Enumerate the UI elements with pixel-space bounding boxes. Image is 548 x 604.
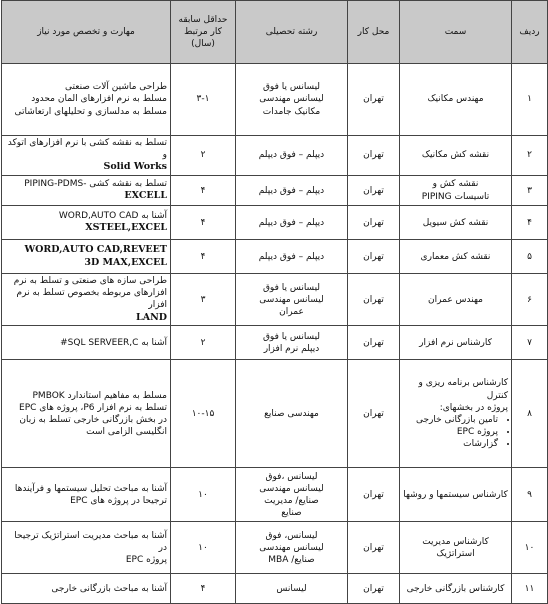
table-row xyxy=(2,326,548,360)
job-skills xyxy=(2,64,171,136)
table-row xyxy=(2,240,548,274)
job-field xyxy=(236,136,348,176)
job-title-line: نقشه کش و xyxy=(432,179,479,190)
job-skills xyxy=(2,522,171,574)
header-row-number: ردیف xyxy=(512,1,548,64)
job-experience: ۳ xyxy=(171,274,236,326)
job-location: تهران xyxy=(348,574,400,604)
job-skills-line: مسلط به مفاهیم استاندارد PMBOK xyxy=(32,390,167,401)
job-field-line: دیپلم – فوق دیپلم xyxy=(258,251,325,262)
job-skills xyxy=(2,240,171,274)
job-field xyxy=(236,326,348,360)
job-field xyxy=(236,64,348,136)
row-number: ۹ xyxy=(512,468,548,522)
table-row xyxy=(2,522,548,574)
job-skills xyxy=(2,136,171,176)
job-title: کارشناس نرم افزار xyxy=(400,326,512,360)
job-skills xyxy=(2,574,171,604)
job-skills-line: مسلط به نرم افزارهای المان محدود xyxy=(31,94,167,105)
header-skills: مهارت و تخصص مورد نیاز xyxy=(2,1,171,64)
header-field: رشته تحصیلی xyxy=(236,1,348,64)
job-field xyxy=(236,360,348,468)
job-title: کارشناس بازرگانی خارجی xyxy=(400,574,512,604)
job-field-line: دیپلم – فوق دیپلم xyxy=(258,217,325,228)
job-skills-line: آشنا به مباحث تحلیل سیستمها و فرآیندها xyxy=(14,483,167,494)
job-skills xyxy=(2,326,171,360)
job-field-line: لیسانس مهندسی xyxy=(259,294,324,305)
job-title xyxy=(400,360,512,468)
job-experience: ۲ xyxy=(171,326,236,360)
job-title-line: کارشناس برنامه ریزی و کنترل xyxy=(418,378,508,401)
job-field-line: دیپلم نرم افزار xyxy=(263,343,320,354)
row-number: ۱ xyxy=(512,64,548,136)
job-location: تهران xyxy=(348,360,400,468)
header-row xyxy=(2,1,548,64)
job-skills-line: WORD,AUTO CAD,REVEET xyxy=(24,243,167,255)
row-number: ۳ xyxy=(512,176,548,206)
table-row xyxy=(2,574,548,604)
job-experience: ۴ xyxy=(171,574,236,604)
row-number: ۶ xyxy=(512,274,548,326)
job-field xyxy=(236,240,348,274)
row-number: ۱۱ xyxy=(512,574,548,604)
job-field xyxy=(236,574,348,604)
row-number: ۵ xyxy=(512,240,548,274)
job-title: نقشه کش معماری xyxy=(400,240,512,274)
job-field-line: صنایع/ MBA xyxy=(268,554,315,565)
job-experience: ۲ xyxy=(171,136,236,176)
job-location: تهران xyxy=(348,274,400,326)
table-row xyxy=(2,136,548,176)
job-skills-line: مسلط به مدلسازی و تحلیلهای ارتعاشاتی xyxy=(14,106,167,117)
job-skills-line: انگلیسی الزامی است xyxy=(86,426,167,437)
job-title-sublist xyxy=(403,414,508,450)
job-field-line: عمران xyxy=(279,306,304,317)
job-experience: ۴ xyxy=(171,240,236,274)
job-skills-line: Solid Works xyxy=(103,161,167,173)
job-field-line: لیسانس، فوق xyxy=(265,530,318,541)
row-number: ۲ xyxy=(512,136,548,176)
job-skills-line: تسلط به نقشه کشی -PIPING-PDMS xyxy=(24,179,167,190)
job-skills-line: XSTEEL,EXCEL xyxy=(85,222,167,234)
job-title: کارشناس سیستمها و روشها xyxy=(400,468,512,522)
job-location: تهران xyxy=(348,522,400,574)
job-field-line: دیپلم – فوق دیپلم xyxy=(258,185,325,196)
job-skills-line: آشنا به WORD,AUTO CAD xyxy=(58,211,167,222)
job-experience: ۱۰-۱۵ xyxy=(171,360,236,468)
job-skills-line: آشنا به مباحث مدیریت استراتژیک ترجیحا در xyxy=(14,530,167,553)
job-title xyxy=(400,176,512,206)
job-field xyxy=(236,468,348,522)
job-title: مهندس عمران xyxy=(400,274,512,326)
job-skills-line: پروژه EPC xyxy=(125,554,167,565)
job-field-line: لیسانس مهندسی xyxy=(259,542,324,553)
job-skills-line: تسلط به نقشه کشی با نرم افزارهای اتوکد و xyxy=(7,138,167,161)
list-item: • تامین بازرگانی خارجی xyxy=(403,414,498,426)
job-field-line: لیسانس مهندسی xyxy=(259,483,324,494)
job-field-line: مکانیک جامدات xyxy=(262,106,321,117)
header-experience: حداقل سابقه کار مرتبط (سال) xyxy=(171,1,236,64)
job-skills-line: ترجیحا در پروژه های EPC xyxy=(70,495,167,506)
job-skills xyxy=(2,360,171,468)
job-skills xyxy=(2,206,171,240)
jobs-table xyxy=(1,0,548,604)
job-title: مهندس مکانیک xyxy=(400,64,512,136)
job-skills-line: آشنا به SQL SERVEER,C# xyxy=(60,337,167,348)
job-title: کارشناس مدیریت استراتژیک xyxy=(400,522,512,574)
job-field-line: لیسانس xyxy=(276,583,307,594)
job-experience: ۴ xyxy=(171,206,236,240)
job-experience: ۱۰ xyxy=(171,468,236,522)
header-title: سمت xyxy=(400,1,512,64)
job-location: تهران xyxy=(348,64,400,136)
job-skills-line: آشنا به مباحث بازرگانی خارجی xyxy=(51,583,167,594)
job-field-line: لیسانس یا فوق xyxy=(262,282,321,293)
job-experience: ۱۰ xyxy=(171,522,236,574)
job-skills-line: EXCELL xyxy=(124,190,167,202)
row-number: ۸ xyxy=(512,360,548,468)
job-skills xyxy=(2,176,171,206)
row-number: ۱۰ xyxy=(512,522,548,574)
table-row xyxy=(2,176,548,206)
job-location: تهران xyxy=(348,468,400,522)
job-skills-line: تسلط به نرم افزار P6، پروژه های EPC xyxy=(19,402,167,413)
job-field-line: لیسانس یا فوق xyxy=(262,331,321,342)
table-row xyxy=(2,64,548,136)
job-location: تهران xyxy=(348,240,400,274)
job-field-line: مهندسی صنایع xyxy=(264,408,319,419)
job-skills-line: افزارهای مربوطه بخصوص تسلط به نرم افزار xyxy=(16,288,167,311)
job-title: نقشه کش سیویل xyxy=(400,206,512,240)
job-location: تهران xyxy=(348,206,400,240)
job-location: تهران xyxy=(348,176,400,206)
job-skills-line: در بخش بازرگانی خارجی تسلط به زبان xyxy=(19,414,167,425)
job-field-line: صنایع/ مدیریت xyxy=(264,495,319,506)
job-skills-line: طراحی ماشین آلات صنعتی xyxy=(65,82,167,93)
list-item: • گزارشات xyxy=(403,438,498,450)
job-title: نقشه کش مکانیک xyxy=(400,136,512,176)
job-skills-line: 3D MAX,EXCEL xyxy=(84,256,167,268)
job-field xyxy=(236,522,348,574)
job-field xyxy=(236,206,348,240)
job-field-line: لیسانس ،فوق xyxy=(265,471,318,482)
job-field-line: لیسانس یا فوق xyxy=(262,82,321,93)
row-number: ۴ xyxy=(512,206,548,240)
job-location: تهران xyxy=(348,326,400,360)
job-skills-line: طراحی سازه های صنعتی و تسلط به نرم xyxy=(13,276,167,287)
list-item: • پروژه EPC xyxy=(403,426,498,438)
job-field-line: صنایع xyxy=(281,507,302,518)
table-row xyxy=(2,206,548,240)
job-field-line: دیپلم – فوق دیپلم xyxy=(258,150,325,161)
job-location: تهران xyxy=(348,136,400,176)
job-skills xyxy=(2,274,171,326)
job-skills xyxy=(2,468,171,522)
job-title-line: پروژه در بخشهای: xyxy=(439,402,508,413)
job-experience: ۳-۱ xyxy=(171,64,236,136)
header-location: محل کار xyxy=(348,1,400,64)
row-number: ۷ xyxy=(512,326,548,360)
table-row xyxy=(2,468,548,522)
job-field xyxy=(236,176,348,206)
table-row xyxy=(2,274,548,326)
job-experience: ۴ xyxy=(171,176,236,206)
job-field-line: لیسانس مهندسی xyxy=(259,94,324,105)
job-field xyxy=(236,274,348,326)
job-title-line: تاسیسات PIPING xyxy=(421,191,490,202)
job-skills-line: LAND xyxy=(136,311,167,323)
table-row xyxy=(2,360,548,468)
